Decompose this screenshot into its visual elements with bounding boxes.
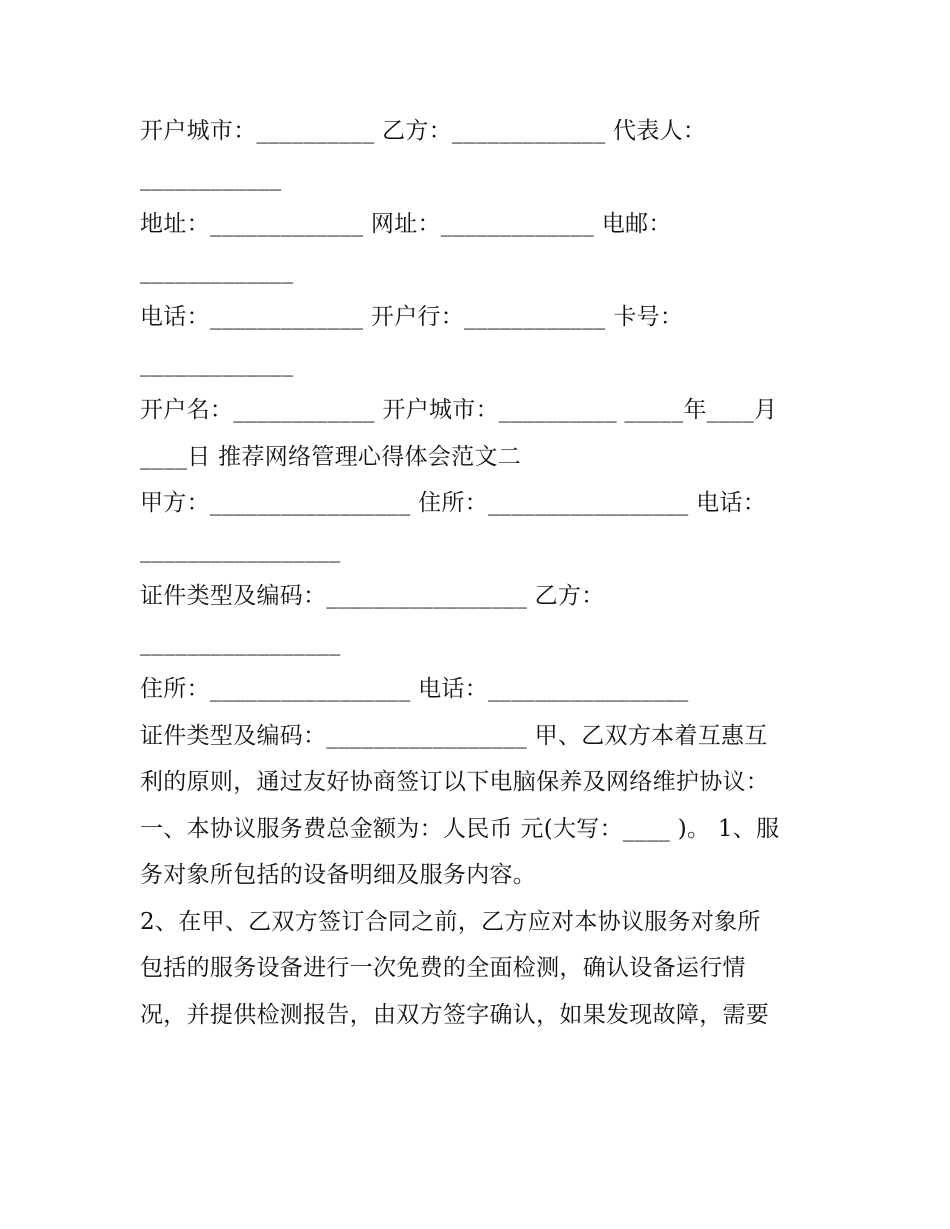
text-line-1: 开户城市：__________ 乙方：_____________ 代表人： (140, 118, 707, 144)
text-line-10: _________________ (140, 536, 341, 563)
text-line-2: ____________ (140, 164, 282, 191)
text-line-12: _________________ (140, 629, 341, 656)
text-line-20: 况，并提供检测报告，由双方签字确认，如果发现故障，需要 (140, 1001, 770, 1028)
text-line-13: 住所：_________________ 电话：_________________ (140, 676, 689, 702)
text-line-8: ____日 推荐网络管理心得体会范文二 (140, 443, 522, 470)
text-line-9: 甲方：_________________ 住所：_________________ 电话： (140, 490, 767, 516)
text-line-14: 证件类型及编码：_________________ 甲、乙双方本着互惠互 (140, 722, 768, 749)
text-line-11: 证件类型及编码：_________________ 乙方： (140, 583, 605, 609)
text-line-5: 电话：_____________ 开户行：____________ 卡号： (140, 304, 684, 330)
text-line-3: 地址：_____________ 网址：_____________ 电邮： (140, 211, 672, 237)
text-line-16: 一、本协议服务费总金额为：人民币 元(大写：____ )。 1、服 (140, 815, 780, 842)
text-line-19: 包括的服务设备进行一次免费的全面检测，确认设备运行情 (140, 955, 746, 981)
text-line-4: _____________ (140, 257, 294, 284)
text-line-18: 2、在甲、乙双方签订合同之前，乙方应对本协议服务对象所 (140, 908, 761, 935)
text-line-7: 开户名：____________ 开户城市：__________ _____年____月 (140, 397, 778, 423)
document-body (140, 108, 820, 1038)
text-line-15: 利的原则，通过友好协商签订以下电脑保养及网络维护协议： (140, 769, 770, 795)
text-line-6: _____________ (140, 350, 294, 377)
text-line-17: 务对象所包括的设备明细及服务内容。 (140, 862, 537, 888)
